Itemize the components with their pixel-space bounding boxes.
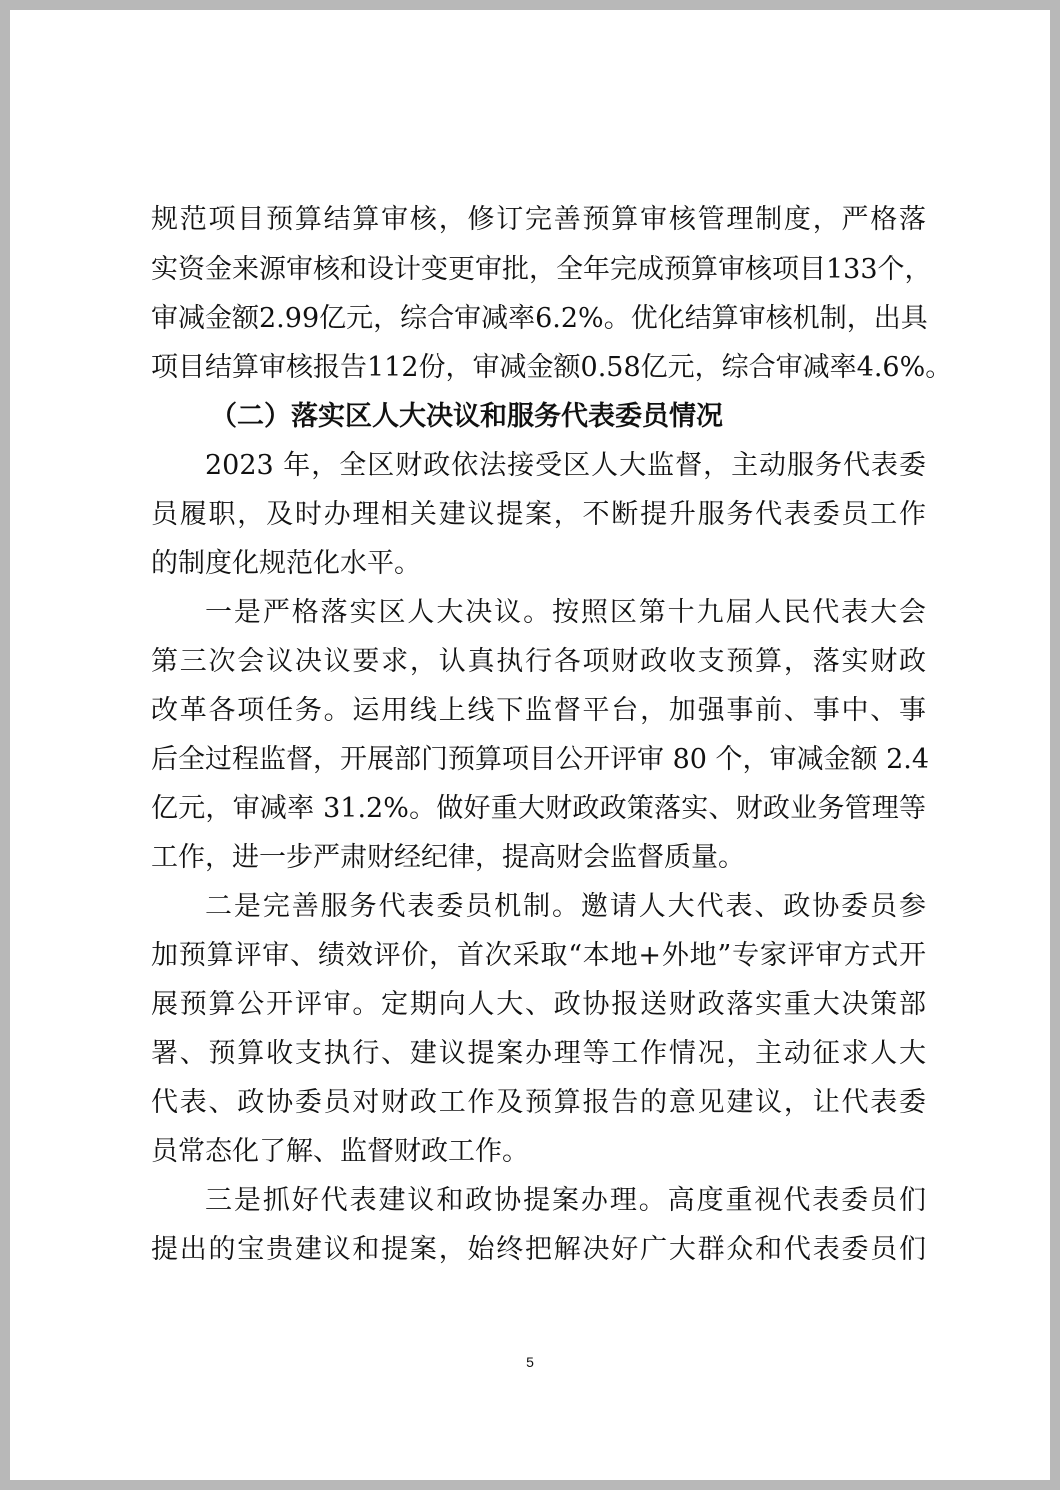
body-text-line: 提出的宝贵建议和提案，始终把解决好广大群众和代表委员们 (151, 1234, 926, 1265)
document-page (10, 10, 1050, 1480)
body-text-line: 员常态化了解、监督财政工作。 (151, 1136, 529, 1167)
body-text-line: 加预算评审、绩效评价，首次采取“本地+外地”专家评审方式开 (151, 940, 926, 971)
section-heading: （二）落实区人大决议和服务代表委员情况 (210, 401, 723, 432)
body-text-line: 一是严格落实区人大决议。按照区第十九届人民代表大会 (205, 597, 926, 628)
body-text-line: 的制度化规范化水平。 (151, 548, 421, 579)
body-text-line: 员履职，及时办理相关建议提案，不断提升服务代表委员工作 (151, 499, 926, 530)
body-text-line: 规范项目预算结算审核，修订完善预算审核管理制度，严格落 (151, 204, 926, 235)
body-text-line: 2023 年，全区财政依法接受区人大监督，主动服务代表委 (205, 450, 926, 481)
body-text-line: 项目结算审核报告112份，审减金额0.58亿元，综合审减率4.6%。 (151, 352, 953, 383)
page-number: 5 (526, 1354, 534, 1370)
body-text-line: 第三次会议决议要求，认真执行各项财政收支预算，落实财政 (151, 646, 926, 677)
body-text-line: 审减金额2.99亿元，综合审减率6.2%。优化结算审核机制，出具 (151, 303, 928, 334)
body-text-line: 改革各项任务。运用线上线下监督平台，加强事前、事中、事 (151, 695, 926, 726)
body-text-line: 代表、政协委员对财政工作及预算报告的意见建议，让代表委 (151, 1087, 926, 1118)
body-text-line: 后全过程监督，开展部门预算项目公开评审 80 个，审减金额 2.4 (151, 744, 930, 775)
body-text-line: 工作，进一步严肃财经纪律，提高财会监督质量。 (151, 842, 745, 873)
body-text-line: 三是抓好代表建议和政协提案办理。高度重视代表委员们 (205, 1185, 926, 1216)
body-text-line: 展预算公开评审。定期向人大、政协报送财政落实重大决策部 (151, 989, 926, 1020)
body-text-line: 署、预算收支执行、建议提案办理等工作情况，主动征求人大 (151, 1038, 926, 1069)
body-text-line: 二是完善服务代表委员机制。邀请人大代表、政协委员参 (205, 891, 926, 922)
body-text-line: 亿元，审减率 31.2%。做好重大财政政策落实、财政业务管理等 (151, 793, 926, 824)
body-text-line: 实资金来源审核和设计变更审批，全年完成预算审核项目133个， (151, 254, 932, 285)
